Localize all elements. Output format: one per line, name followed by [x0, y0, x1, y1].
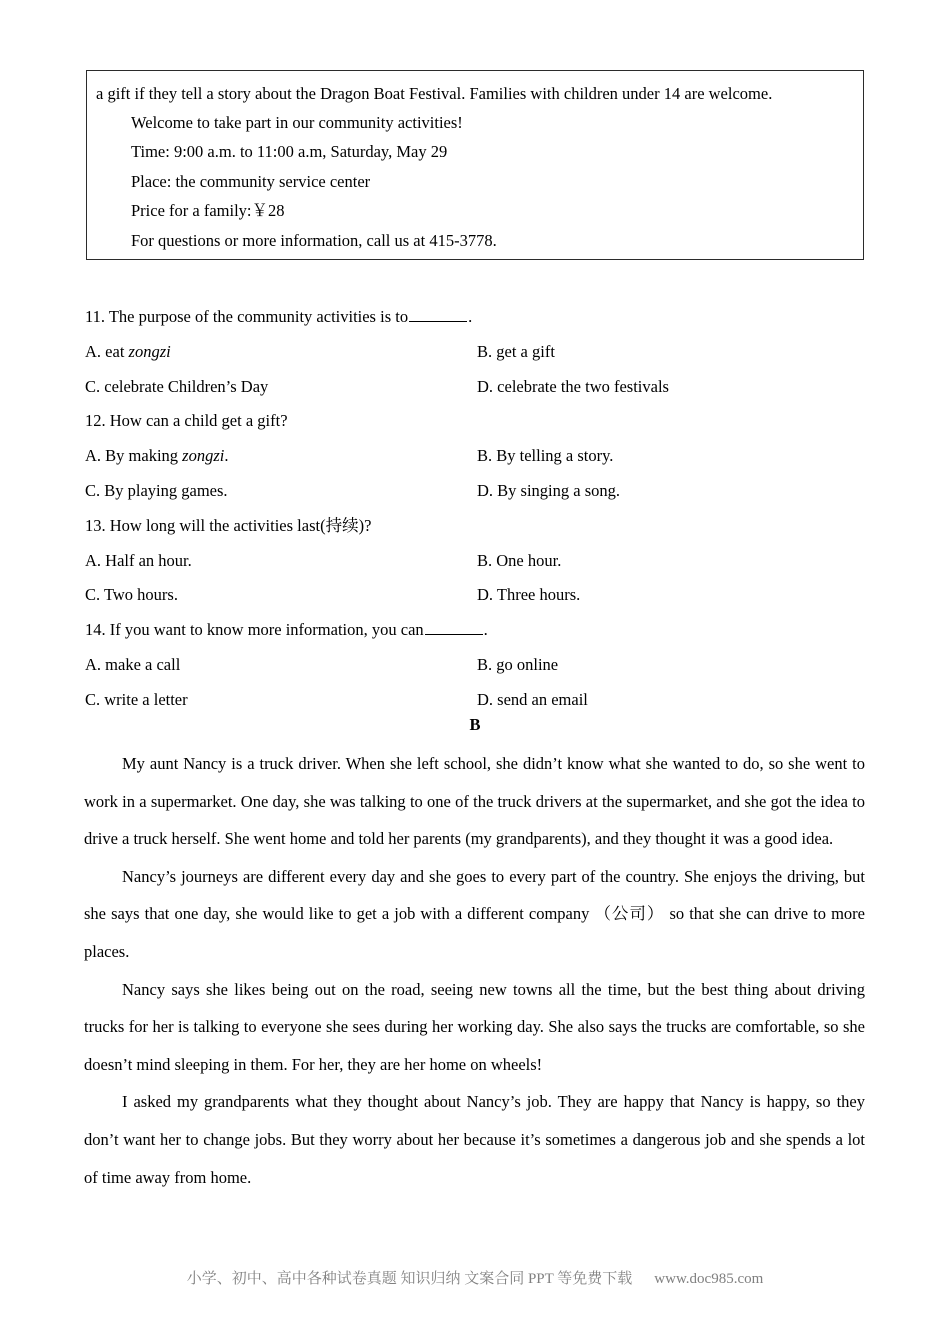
option-d[interactable]: D. Three hours. [477, 585, 581, 605]
passage-paragraph: Nancy says she likes being out on the road, seeing new towns all the time, but the best thing about driving trucks for her is talking to everyone she sees during her working day. She also says the trucks are comfortable, so she doesn’t mind sleeping in them. For her, they are her home on wheels! [84, 979, 865, 1074]
option-a-italic: zongzi [128, 341, 171, 361]
question-options-14 [85, 648, 875, 683]
notice-line: Welcome to take part in our community activities! [131, 113, 463, 132]
notice-line: Time: 9:00 a.m. to 11:00 a.m, Saturday, May 29 [131, 142, 448, 162]
option-d[interactable]: D. celebrate the two festivals [477, 376, 669, 396]
question-stem-text: 11. The purpose of the community activities is to [85, 307, 409, 326]
passage-paragraph: I asked my grandparents what they thought about Nancy’s job. They are happy that Nancy is happy, so they don’t want her to change jobs. But they worry about her because it’s sometimes a dangerous job and she spends a lot of time away from home. [84, 1092, 865, 1187]
notice-first-line: a gift if they tell a story about the Dragon Boat Festival. Families with children under 14 are welcome. [96, 84, 773, 103]
option-a[interactable]: A. Half an hour. [85, 550, 192, 570]
answer-blank[interactable] [409, 307, 467, 322]
notice-line: Price for a family:￥28 [131, 201, 285, 221]
notice-detail-lines [131, 108, 851, 255]
footer-url: www.doc985.com [654, 1271, 764, 1287]
question-options-13-row2 [85, 578, 875, 613]
option-c[interactable]: C. celebrate Children’s Day [85, 376, 269, 396]
option-a[interactable] [85, 335, 171, 370]
notice-line: For questions or more information, call us at 415-3778. [131, 230, 497, 250]
option-c[interactable]: C. By playing games. [85, 480, 228, 500]
question-stem-tail: . [483, 620, 488, 640]
question-options-11 [85, 335, 875, 370]
option-b[interactable]: B. By telling a story. [477, 446, 614, 466]
question-options-11-row2 [85, 370, 875, 405]
option-a-italic: zongzi [182, 446, 225, 466]
question-stem-13 [85, 509, 875, 544]
question-stem-12 [85, 404, 875, 439]
passage-paragraph: Nancy’s journeys are different every day and she goes to every part of the country. She enjoys the driving, but she says that one day, she would like to get a job with a different company （公司） so that she can drive to more places. [84, 866, 865, 961]
option-a[interactable]: A. make a call [85, 654, 181, 674]
question-options-13 [85, 544, 875, 579]
question-stem-14 [85, 613, 875, 648]
section-heading-b: B [469, 715, 481, 734]
notice-line: Place: the community service center [131, 171, 371, 191]
notice-box [86, 70, 864, 260]
option-a-label: A. By making [85, 446, 183, 466]
passage-paragraph: My aunt Nancy is a truck driver. When she left school, she didn’t know what she wanted to do, so she went to work in a supermarket. One day, she was talking to one of the truck drivers at the supermarket, and she got the idea to drive a truck herself. She went home and told her parents (my grandparents), and they thought it was a good idea. [84, 754, 865, 849]
option-d[interactable]: D. send an email [477, 689, 588, 709]
question-options-12-row2 [85, 474, 875, 509]
option-c[interactable]: C. Two hours. [85, 585, 178, 605]
option-b[interactable]: B. One hour. [477, 550, 562, 570]
option-d[interactable]: D. By singing a song. [477, 480, 621, 500]
option-b[interactable]: B. get a gift [477, 341, 555, 361]
footer-text: 小学、初中、高中各种试卷真题 知识归纳 文案合同 PPT 等免费下载 [186, 1271, 633, 1287]
answer-blank[interactable] [425, 620, 483, 635]
option-a-tail: . [224, 446, 229, 466]
footer-watermark [0, 1268, 950, 1290]
question-stem-text: 14. If you want to know more information, you can [85, 620, 424, 640]
option-c[interactable]: C. write a letter [85, 689, 188, 709]
question-stem-tail: . [468, 307, 473, 326]
question-options-12 [85, 439, 875, 474]
question-stem-text: 13. How long will the activities last(持续)? [85, 515, 372, 535]
question-list [85, 300, 875, 718]
question-stem-11 [85, 300, 875, 335]
option-a[interactable] [85, 439, 228, 474]
question-stem-text: 12. How can a child get a gift? [85, 411, 288, 431]
reading-passage [84, 745, 865, 1196]
option-b[interactable]: B. go online [477, 654, 559, 674]
option-a-label: A. eat [85, 341, 129, 361]
